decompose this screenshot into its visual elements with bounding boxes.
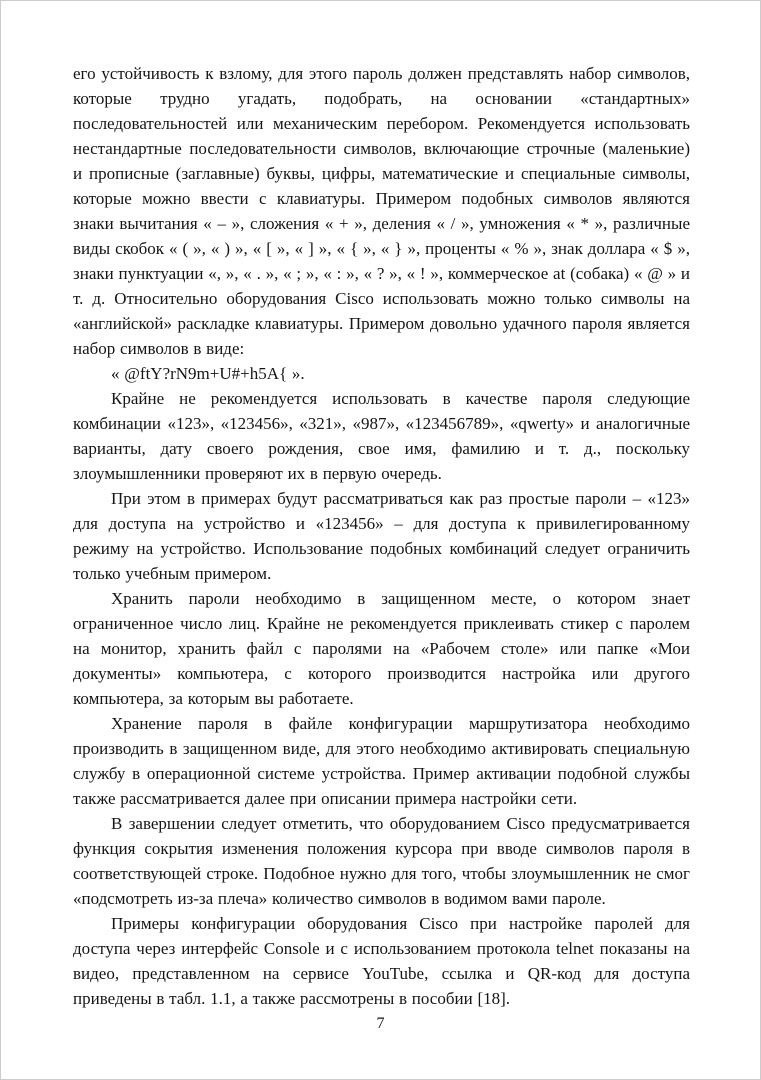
password-example: « @ftY?rN9m+U#+h5A{ ». xyxy=(111,364,305,383)
paragraph-config-file-storage: Хранение пароля в файле конфигурации маршрутизатора необходимо производить в защищенном виде, для этого необходимо активировать специальную службу в операционной системе устройства. Пример активации подобной службы также рассматривается далее при описании примера настройки сети. xyxy=(73,714,690,808)
paragraph-video-examples: Примеры конфигурации оборудования Cisco при настройке паролей для доступа через интерфейс Console и с использованием протокола telnet показаны на видео, представленном на сервисе YouTube, ссылка и QR-код для доступа приведены в табл. 1.1, а также рассмотрены в пособии [18]. xyxy=(73,914,690,1008)
paragraph-storing-passwords: Хранить пароли необходимо в защищенном месте, о котором знает ограниченное число лиц. Крайне не рекомендуется приклеивать стикер с паролем на монитор, хранить файл с паролями на «Рабочем столе» или папке «Мои документы» компьютера, с которого производится настройка или другого компьютера, за которым вы работаете. xyxy=(73,589,690,708)
page-number: 7 xyxy=(376,1015,385,1032)
paragraph-example-passwords: При этом в примерах будут рассматриваться как раз простые пароли – «123» для доступа на устройство и «123456» – для доступа к привилегированному режиму на устройство. Использование подобных комбинаций следует ограничить только учебным примером. xyxy=(73,489,690,583)
paragraph-weak-passwords: Крайне не рекомендуется использовать в качестве пароля следующие комбинации «123», «123456», «321», «987», «123456789», «qwerty» и аналогичные варианты, дату своего рождения, свое имя, фамилию и т. д., поскольку злоумышленники проверяют их в первую очередь. xyxy=(73,389,690,483)
paragraph-cursor-hiding: В завершении следует отметить, что оборудованием Cisco предусматривается функция сокрытия изменения положения курсора при вводе символов пароля в соответствующей строке. Подобное нужно для того, чтобы злоумышленник не смог «подсмотреть из-за плеча» количество символов в водимом вами пароле. xyxy=(73,814,690,908)
paragraph-continuation: его устойчивость к взлому, для этого пароль должен представлять набор символов, которые трудно угадать, подобрать, на основании «стандартных» последовательностей или механическим перебором. Рекомендуется использовать нестандартные последовательности символов, включающие строчные (маленькие) и прописные (заглавные) буквы, цифры, математические и специальные символы, которые можно ввести с клавиатуры. Примером подобных символов являются знаки вычитания « – », сложения « + », деления « / », умножения « * », различные виды скобок « ( », « ) », « [ », « ] », « { », « } », проценты « % », знак доллара « $ », знаки пунктуации «, », « . », « ; », « : », « ? », « ! », коммерческое at (собака) « @ » и т. д. Относительно оборудования Cisco использовать можно только символы на «английской» раскладке клавиатуры. Примером довольно удачного пароля является набор символов в виде: xyxy=(73,64,690,358)
text-block xyxy=(73,61,690,1011)
